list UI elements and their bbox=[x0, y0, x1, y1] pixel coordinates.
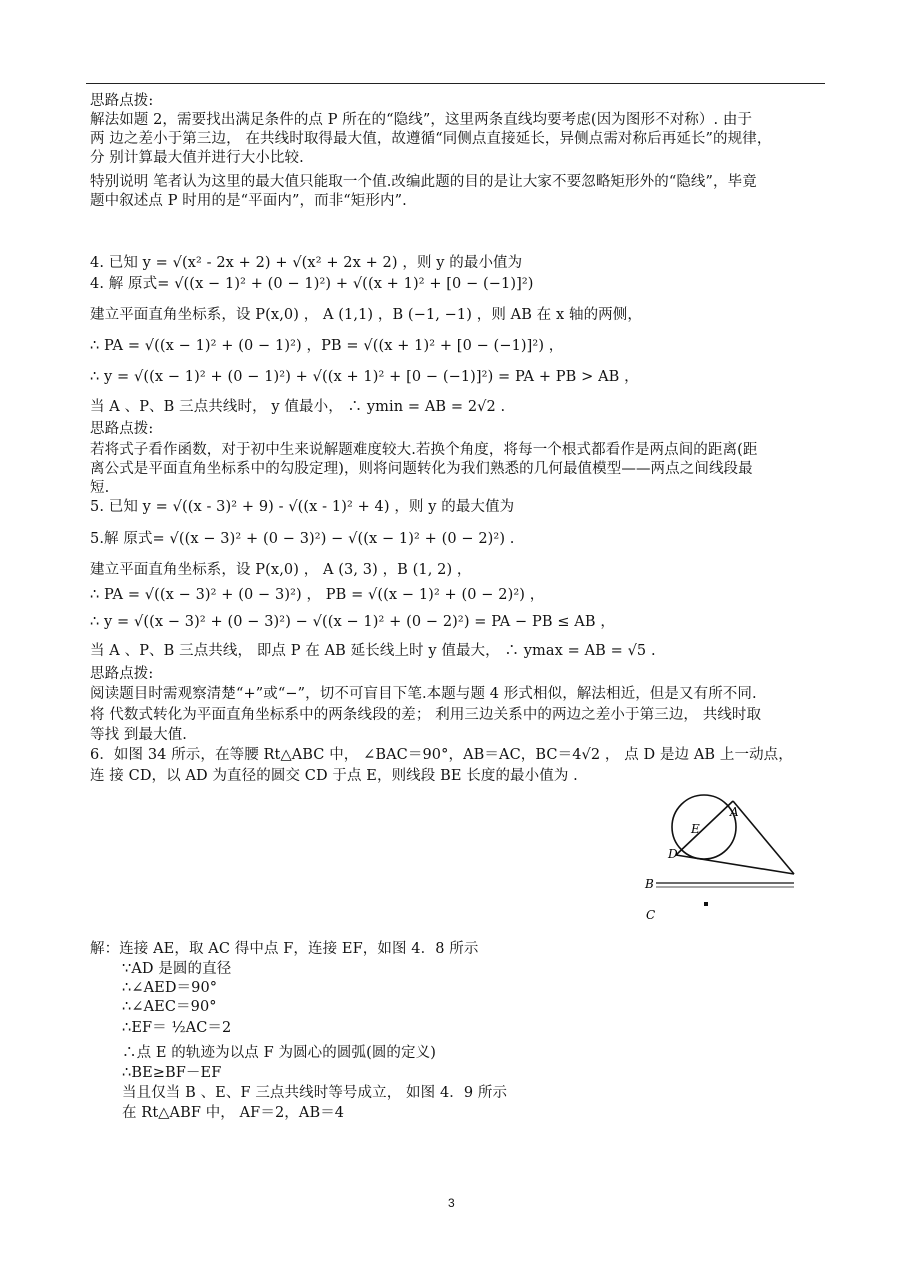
text-line: 离公式是平面直角坐标系中的勾股定理)，则将问题转化为我们熟悉的几何最值模型——两点之间线段最 bbox=[90, 461, 753, 477]
text-line: ∵AD 是圆的直径 bbox=[122, 961, 232, 977]
text-line: 6．如图 34 所示，在等腰 Rt△ABC 中， ∠BAC＝90°，AB＝AC，BC＝4√2 ， 点 D 是边 AB 上一动点， bbox=[90, 747, 793, 763]
label-b: B bbox=[645, 877, 654, 891]
text-line: 解法如题 2，需要找出满足条件的点 P 所在的“隐线”，这里两条直线均要考虑(因为图形不对称）. 由于 bbox=[90, 112, 753, 128]
text-line: 阅读题目时需观察清楚“+”或“−”，切不可盲目下笔.本题与题 4 形式相似，解法相近，但是又有所不同. bbox=[90, 686, 757, 702]
text-line: 当 A 、P、B 三点共线， 即点 P 在 AB 延长线上时 y 值最大， ∴ ymax = AB = √5 . bbox=[90, 643, 656, 659]
text-line: 5.解 原式= √((x − 3)² + (0 − 3)²) − √((x − 1)² + (0 − 2)²) . bbox=[90, 531, 515, 547]
text-line: ∴ PA = √((x − 3)² + (0 − 3)²) ， PB = √((x − 1)² + (0 − 2)²) ， bbox=[90, 587, 545, 603]
text-line: ∴EF＝ ½AC＝2 bbox=[122, 1020, 232, 1036]
label-a: A bbox=[730, 805, 739, 819]
text-line: 等找 到最大值. bbox=[90, 727, 188, 743]
text-line: 5. 已知 y = √((x - 3)² + 9) - √((x - 1)² + 4) ，则 y 的最大值为 bbox=[90, 499, 515, 515]
segment-ab bbox=[676, 801, 733, 855]
text-line: 4. 解 原式= √((x − 1)² + (0 − 1)²) + √((x + 1)² + [0 − (−1)]²) bbox=[90, 276, 534, 292]
text-line: 解：连接 AE，取 AC 得中点 F，连接 EF，如图 4．8 所示 bbox=[90, 941, 479, 957]
text-line: 建立平面直角坐标系，设 P(x,0) ， A (1,1) ，B (−1, −1) ，则 AB 在 x 轴的两侧， bbox=[90, 307, 642, 323]
header-rule bbox=[86, 83, 825, 84]
text-line: 在 Rt△ABF 中， AF＝2，AB＝4 bbox=[122, 1105, 345, 1121]
text-line: 两 边之差小于第三边， 在共线时取得最大值，故遵循“同侧点直接延长，异侧点需对称后再延长”的规律， bbox=[90, 131, 772, 147]
text-line: 短. bbox=[90, 480, 110, 496]
text-line: ∴ y = √((x − 3)² + (0 − 3)²) − √((x − 1)² + (0 − 2)²) = PA − PB ≤ AB ， bbox=[90, 614, 615, 630]
text-line: ∴∠AEC＝90° bbox=[122, 999, 217, 1015]
text-line: 题中叙述点 P 时用的是“平面内”，而非“矩形内”. bbox=[90, 193, 407, 209]
text-line: ∴BE≥BF－EF bbox=[122, 1065, 222, 1081]
segment-dc bbox=[676, 855, 794, 874]
text-line: 建立平面直角坐标系，设 P(x,0) ， A (3, 3) ，B (1, 2) ， bbox=[90, 562, 472, 578]
dot-mark bbox=[704, 902, 708, 906]
text-line: 思路点拨: bbox=[90, 421, 154, 437]
text-line: ∴点 E 的轨迹为以点 F 为圆心的圆弧(圆的定义) bbox=[122, 1045, 436, 1061]
text-line: 当 A 、P、B 三点共线时， y 值最小， ∴ ymin = AB = 2√2 . bbox=[90, 399, 506, 415]
segment-ac bbox=[733, 801, 794, 874]
text-line: 若将式子看作函数，对于初中生来说解题难度较大.若换个角度，将每一个根式都看作是两点间的距离(距 bbox=[90, 442, 758, 458]
text-line: 特别说明 笔者认为这里的最大值只能取一个值.改编此题的目的是让大家不要忽略矩形外的“隐线”，毕竟 bbox=[90, 174, 757, 190]
label-d: D bbox=[668, 847, 678, 861]
geometry-figure bbox=[636, 792, 806, 932]
text-line: ∴∠AED＝90° bbox=[122, 980, 218, 996]
text-line: 当且仅当 B 、E、F 三点共线时等号成立， 如图 4．9 所示 bbox=[122, 1085, 508, 1101]
text-line: 将 代数式转化为平面直角坐标系中的两条线段的差； 利用三边关系中的两边之差小于第三边， 共线时取 bbox=[90, 707, 762, 723]
text-line: 连 接 CD，以 AD 为直径的圆交 CD 于点 E，则线段 BE 长度的最小值为 . bbox=[90, 768, 578, 784]
page-number: 3 bbox=[448, 1196, 455, 1210]
text-line: 思路点拨: bbox=[90, 666, 154, 682]
label-e: E bbox=[691, 822, 700, 836]
text-line: 分 别计算最大值并进行大小比较. bbox=[90, 150, 304, 166]
text-line: ∴ y = √((x − 1)² + (0 − 1)²) + √((x + 1)² + [0 − (−1)]²) = PA + PB > AB ， bbox=[90, 369, 639, 385]
label-c: C bbox=[646, 908, 656, 922]
text-line: 思路点拨: bbox=[90, 93, 154, 109]
text-line: ∴ PA = √((x − 1)² + (0 − 1)²) ，PB = √((x + 1)² + [0 − (−1)]²) ， bbox=[90, 338, 564, 354]
text-line: 4. 已知 y = √(x² - 2x + 2) + √(x² + 2x + 2) ，则 y 的最小值为 bbox=[90, 255, 523, 271]
